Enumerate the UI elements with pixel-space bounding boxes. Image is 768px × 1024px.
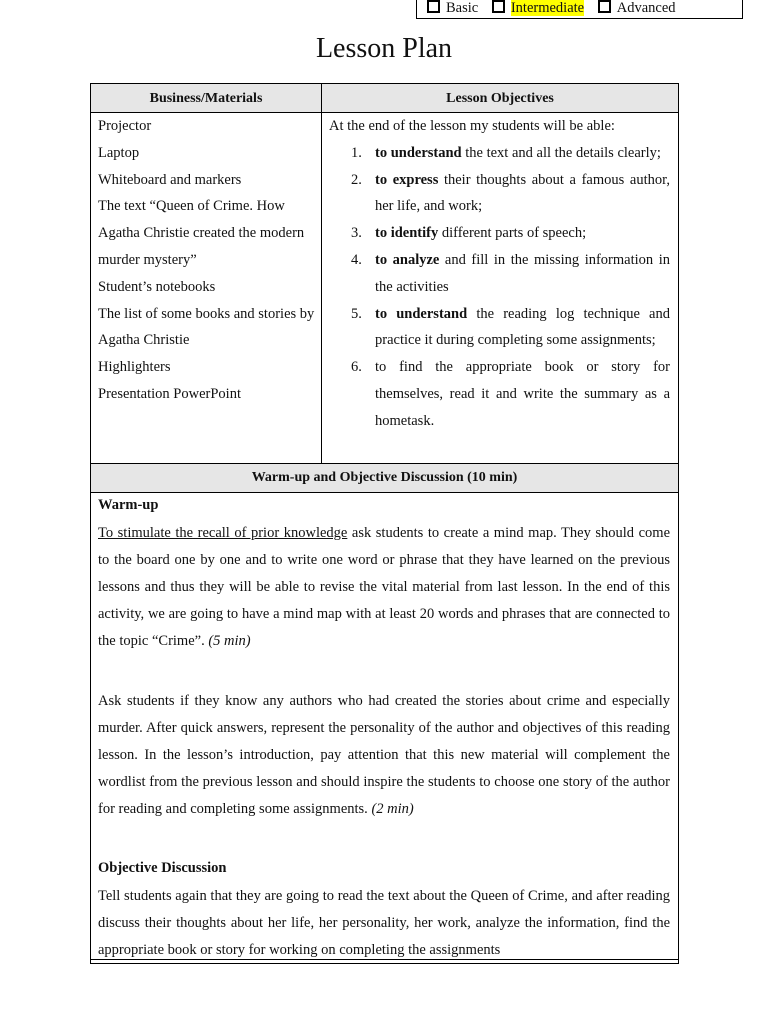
warmup-heading: Warm-up (98, 497, 159, 513)
objective-text: the text and all the details clearly; (461, 144, 661, 161)
underlined-phrase: To stimulate the recall of prior knowledge (98, 525, 348, 541)
objective-verb: to identify (375, 225, 439, 242)
material-item: Laptop (98, 144, 140, 161)
objective-text: and fill in the missing information in the activities (375, 251, 670, 295)
objective-item (375, 247, 670, 301)
paragraph-text: Ask students if they know any authors who had created the stories about crime and especially murder. After quick answers, represent the personality of the author and objectives of this reading lesson. In the lesson’s introduction, pay attention that this new material will complement the wordlist from the previous lesson and should inspire the students to choose one story of the author for reading and completing some assignments. (98, 693, 670, 817)
objective-text: the reading log technique and practice it during completing some assignments; (375, 305, 670, 349)
time-note: (2 min) (371, 801, 414, 817)
lesson-plan-table (90, 83, 679, 964)
time-note: (5 min) (208, 633, 251, 649)
objectives-list (329, 140, 670, 435)
objective-verb: to understand (375, 144, 462, 161)
material-item: Presentation PowerPoint (98, 385, 241, 402)
objective-item (375, 140, 670, 167)
objectives-header: Lesson Objectives (322, 84, 678, 113)
objective-text: their thoughts about a famous author, her life, and work; (375, 171, 670, 215)
section-header: Warm-up and Objective Discussion (10 min) (91, 463, 678, 493)
material-item: Student’s notebooks (98, 278, 216, 295)
material-item: Projector (98, 118, 152, 134)
objectives-intro: At the end of the lesson my students will be able: (329, 118, 615, 134)
objective-text: different parts of speech; (438, 225, 587, 242)
warmup-paragraph-1 (98, 520, 670, 655)
materials-header: Business/Materials (91, 84, 322, 113)
objective-discussion-heading: Objective Discussion (98, 860, 227, 876)
level-selector (416, 0, 743, 19)
objective-item (375, 301, 670, 355)
checkbox-basic[interactable] (427, 0, 440, 13)
checkbox-advanced[interactable] (598, 0, 611, 13)
page-title: Lesson Plan (315, 33, 453, 64)
table-bottom-rule (90, 959, 679, 960)
level-intermediate-label: Intermediate (510, 0, 585, 16)
paragraph-text: ask students to create a mind map. They should come to the board one by one and to write one word or phrase that they have learned on the previous lessons and thus they will be able to revise the vital material from last lesson. In the end of this activity, we are going to have a mind map with at least 20 words and phrases that are connected to the topic “Crime”. (98, 525, 671, 649)
warmup-paragraph-2 (98, 688, 670, 823)
level-advanced-label: Advanced (616, 0, 676, 16)
objective-text: to find the appropriate book or story for themselves, read it and write the summary as a hometask. (375, 359, 670, 429)
objectives-column (322, 113, 678, 463)
objective-verb: to analyze (375, 251, 440, 268)
material-item: The list of some books and stories by Agatha Christie (98, 305, 315, 349)
material-item: The text “Queen of Crime. How Agatha Christie created the modern murder mystery” (98, 198, 305, 268)
objective-item (375, 220, 670, 247)
objective-item (375, 354, 670, 434)
material-item: Whiteboard and markers (98, 171, 242, 188)
material-item: Highlighters (98, 359, 171, 376)
objective-verb: to express (375, 171, 439, 188)
section-body (98, 493, 670, 964)
objective-verb: to understand (375, 305, 468, 322)
level-basic-label: Basic (446, 0, 479, 16)
checkbox-intermediate[interactable] (492, 0, 505, 13)
objective-paragraph: Tell students again that they are going to read the text about the Queen of Crime, and after reading discuss their thoughts about her life, her personality, her work, analyze the information, find the appropriate book or story for working on completing the assignments (98, 888, 670, 958)
materials-column (91, 113, 322, 463)
objective-item (375, 167, 670, 221)
